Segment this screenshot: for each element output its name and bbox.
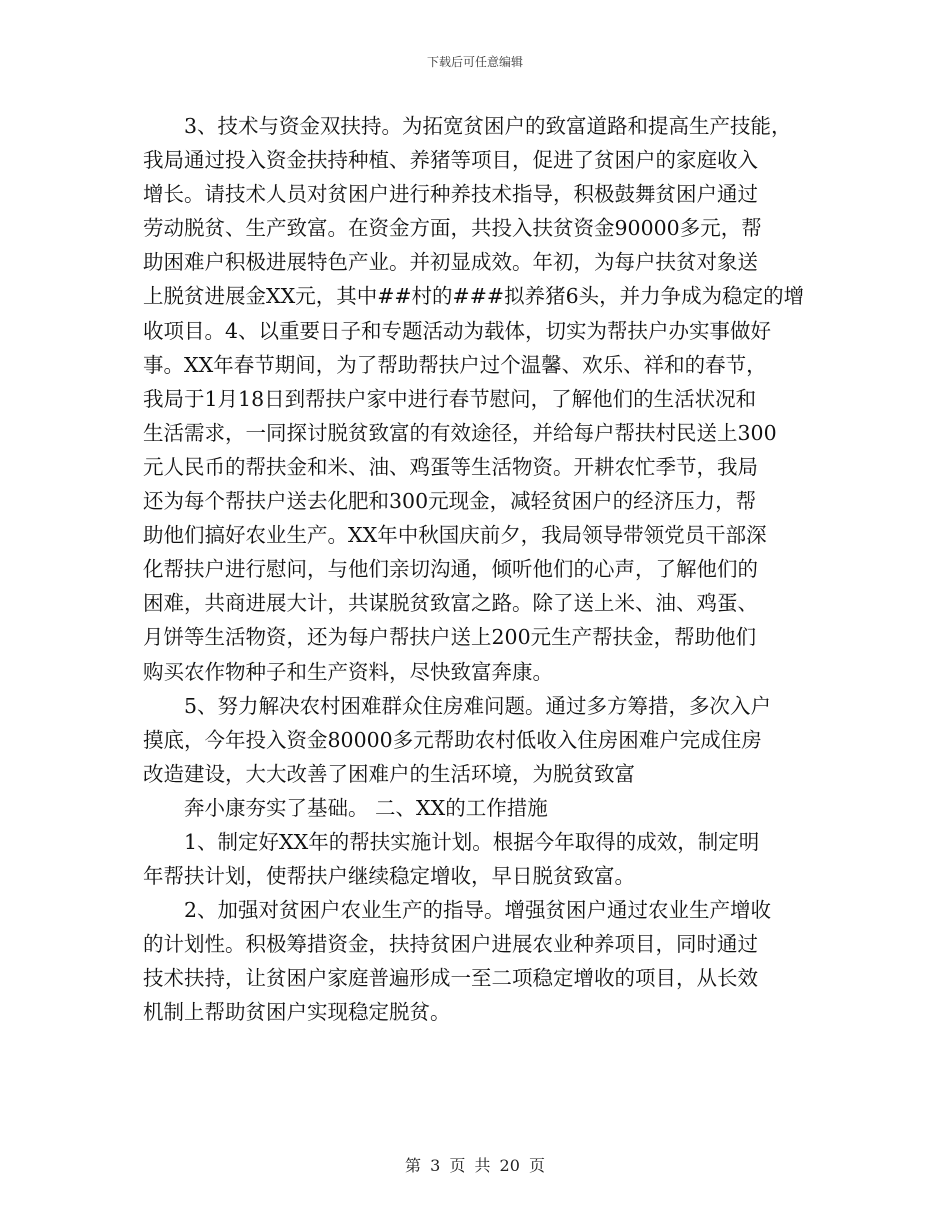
- header-note: 下载后可任意编辑: [426, 55, 523, 69]
- text-line: 我局于1月18日到帮扶户家中进行春节慰问，了解他们的生活状况和: [143, 386, 757, 411]
- text-line: 生活需求，一同探讨脱贫致富的有效途径，并给每户帮扶村民送上300: [143, 420, 777, 445]
- document-body: [143, 109, 823, 1030]
- text-line: 上脱贫进展金XX元，其中##村的###拟养猪6头，并力争成为稳定的增: [143, 284, 805, 309]
- text-line: 助困难户积极进展特色产业。并初显成效。年初，为每户扶贫对象送: [143, 250, 758, 275]
- page-number: 第 3 页 共 20 页: [405, 1156, 545, 1175]
- text-line: 1、制定好XX年的帮扶实施计划。根据今年取得的成效，制定明: [184, 829, 760, 854]
- text-line: 3、技术与资金双扶持。为拓宽贫困户的致富道路和提高生产技能，: [184, 114, 792, 138]
- text-line: 助他们搞好农业生产。XX年中秋国庆前夕，我局领导带领党员干部深: [143, 523, 767, 548]
- text-line: 元人民币的帮扶金和米、油、鸡蛋等生活物资。开耕农忙季节，我局: [143, 454, 758, 479]
- text-line: 改造建设，大大改善了困难户的生活环境，为脱贫致富: [143, 761, 635, 786]
- text-line: 技术扶持，让贫困户家庭普遍形成一至二项稳定增收的项目，从长效: [143, 966, 758, 991]
- text-line: 困难，共商进展大计，共谋脱贫致富之路。除了送上米、油、鸡蛋、: [143, 591, 758, 616]
- text-line: 化帮扶户进行慰问，与他们亲切沟通，倾听他们的心声，了解他们的: [143, 557, 758, 582]
- text-line: 我局通过投入资金扶持种植、养猪等项目，促进了贫困户的家庭收入: [143, 148, 758, 173]
- text-line: 购买农作物种子和生产资料，尽快致富奔康。: [143, 659, 553, 684]
- text-line: 机制上帮助贫困户实现稳定脱贫。: [143, 1000, 451, 1025]
- text-line: 摸底，今年投入资金80000多元帮助农村低收入住房困难户完成住房: [143, 727, 762, 752]
- text-line: 5、努力解决农村困难群众住房难问题。通过多方筹措，多次入户: [184, 693, 772, 718]
- text-line: 2、加强对贫困户农业生产的指导。增强贫困户通过农业生产增收: [184, 898, 772, 923]
- text-line: 事。XX年春节期间，为了帮助帮扶户过个温馨、欢乐、祥和的春节，: [143, 352, 767, 377]
- text-line: 增长。请技术人员对贫困户进行种养技术指导，积极鼓舞贫困户通过: [143, 182, 758, 207]
- text-line: 年帮扶计划，使帮扶户继续稳定增收，早日脱贫致富。: [143, 864, 635, 889]
- text-line: 奔小康夯实了基础。 二、XX的工作措施: [184, 795, 548, 820]
- text-line: 劳动脱贫、生产致富。在资金方面，共投入扶贫资金90000多元，帮: [143, 216, 762, 241]
- text-line: 还为每个帮扶户送去化肥和300元现金，减轻贫困户的经济压力，帮: [143, 489, 757, 514]
- text-line: 收项目。4、以重要日子和专题活动为载体，切实为帮扶户办实事做好: [143, 318, 772, 343]
- text-line: 月饼等生活物资，还为每户帮扶户送上200元生产帮扶金，帮助他们: [143, 625, 757, 650]
- text-line: 的计划性。积极筹措资金，扶持贫困户进展农业种养项目，同时通过: [143, 932, 758, 957]
